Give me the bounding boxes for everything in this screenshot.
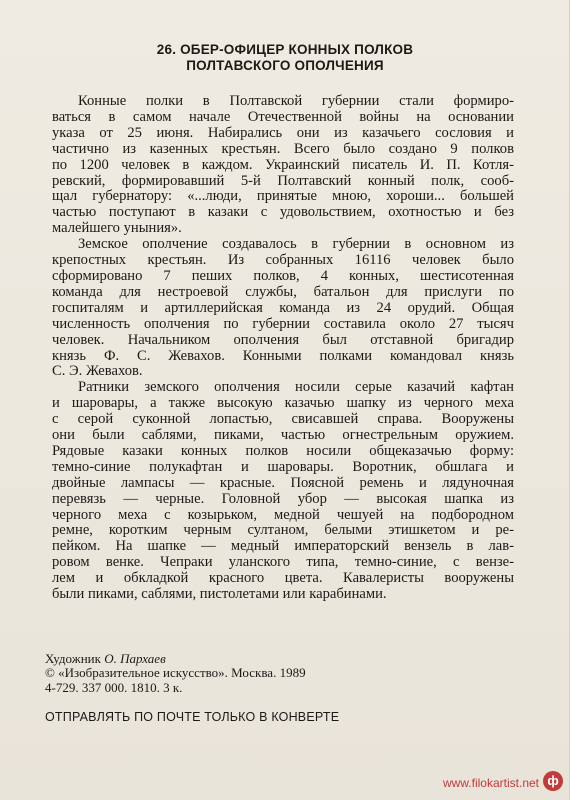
text-line: человек. Начальником ополчения был отставной бригадир xyxy=(52,331,514,348)
text-line: черного меха с козырьком, медной чешуей на подбородном xyxy=(52,506,514,523)
text-line: Рядовые казаки конных полков носили общеказачью форму: xyxy=(52,442,514,459)
text-line: они были саблями, пиками, частью огнестрельным оружием. xyxy=(52,427,514,444)
text-line: темно-синие полукафтан и шаровары. Воротник, обшлага и xyxy=(52,458,514,475)
mail-instruction: ОТПРАВЛЯТЬ ПО ПОЧТЕ ТОЛЬКО В КОНВЕРТЕ xyxy=(45,710,340,724)
text-line: лем и обкладкой красного цвета. Кавалеристы вооружены xyxy=(52,570,514,587)
title-line-2: ПОЛТАВСКОГО ОПОЛЧЕНИЯ xyxy=(186,58,384,73)
text-line: крепостных крестьян. Из собранных 16116 человек было xyxy=(52,252,514,269)
text-line: Ратники земского ополчения носили серые казачий кафтан xyxy=(78,379,514,396)
text-line: численность ополчения по губернии составила около 27 тысяч xyxy=(52,315,514,332)
paragraph xyxy=(52,380,514,603)
text-line: князь Ф. С. Жевахов. Конными полками командовал князь xyxy=(52,347,514,364)
artist-name: О. Пархаев xyxy=(104,651,166,666)
paragraph xyxy=(52,94,514,237)
text-line: и шаровары, а также высокую казачью шапку из черного меха xyxy=(52,395,514,412)
text-line: щал губернатору: «...люди, принятые мною, хороши... большей xyxy=(52,188,514,205)
text-line: частично из казенных крестьян. Всего было создано 9 полков xyxy=(52,140,514,157)
artist-prefix: Художник xyxy=(45,651,101,666)
description-text xyxy=(52,94,514,603)
text-line: с серой суконной лопастью, свисавшей справа. Вооружены xyxy=(52,411,514,428)
credits-block xyxy=(45,652,465,695)
text-line: частью поступают в казаки с удовольствием, охотностью и без xyxy=(52,204,514,221)
paragraph xyxy=(52,237,514,380)
text-line: двойные лампасы — красные. Поясной ремень и лядуночная xyxy=(52,474,514,491)
artist-credit xyxy=(45,652,465,666)
text-line: С. Э. Жевахов. xyxy=(52,363,143,380)
print-code: 4-729. 337 000. 1810. 3 к. xyxy=(45,679,183,695)
text-line: по 1200 человек в каждом. Украинский писатель И. П. Котля- xyxy=(52,156,514,173)
text-line: указа от 25 июня. Набирались они из казачьего сословия и xyxy=(52,124,514,141)
text-line: ревский, формировавший 5-й Полтавский конный полк, сооб- xyxy=(52,172,514,189)
text-line: пейком. На шапке — медный императорский вензель в лав- xyxy=(52,538,514,555)
text-line: ваться в самом начале Отечественной войны на основании xyxy=(52,108,514,125)
publisher-line: © «Изобразительное искусство». Москва. 1989 xyxy=(45,665,306,681)
text-line: Земское ополчение создавалось в губернии в основном из xyxy=(78,236,514,253)
text-line: ремне, коротким черным султаном, белыми этишкетом и ре- xyxy=(52,522,514,539)
title-line-1: 26. ОБЕР-ОФИЦЕР КОННЫХ ПОЛКОВ xyxy=(156,42,414,57)
text-line: сформировано 7 пеших полков, 4 конных, шестисотенная xyxy=(52,267,514,284)
text-line: госпиталям и артиллерийская команда из 24 орудий. Общая xyxy=(52,299,514,316)
filokartist-logo-icon: ф xyxy=(543,771,563,791)
page-title xyxy=(40,42,530,74)
text-line: были пиками, саблями, пистолетами или карабинами. xyxy=(52,586,387,603)
watermark-url[interactable]: www.filokartist.net xyxy=(442,776,539,790)
text-line: малейшего уныния». xyxy=(52,220,182,237)
text-line: команда для нестроевой службы, батальон для прислуги по xyxy=(52,283,514,300)
text-line: ровом венке. Чепраки уланского типа, темно-синие, с вензе- xyxy=(52,554,514,571)
text-line: перевязь — черные. Головной убор — высокая шапка из xyxy=(52,490,514,507)
text-line: Конные полки в Полтавской губернии стали формиро- xyxy=(78,93,514,109)
